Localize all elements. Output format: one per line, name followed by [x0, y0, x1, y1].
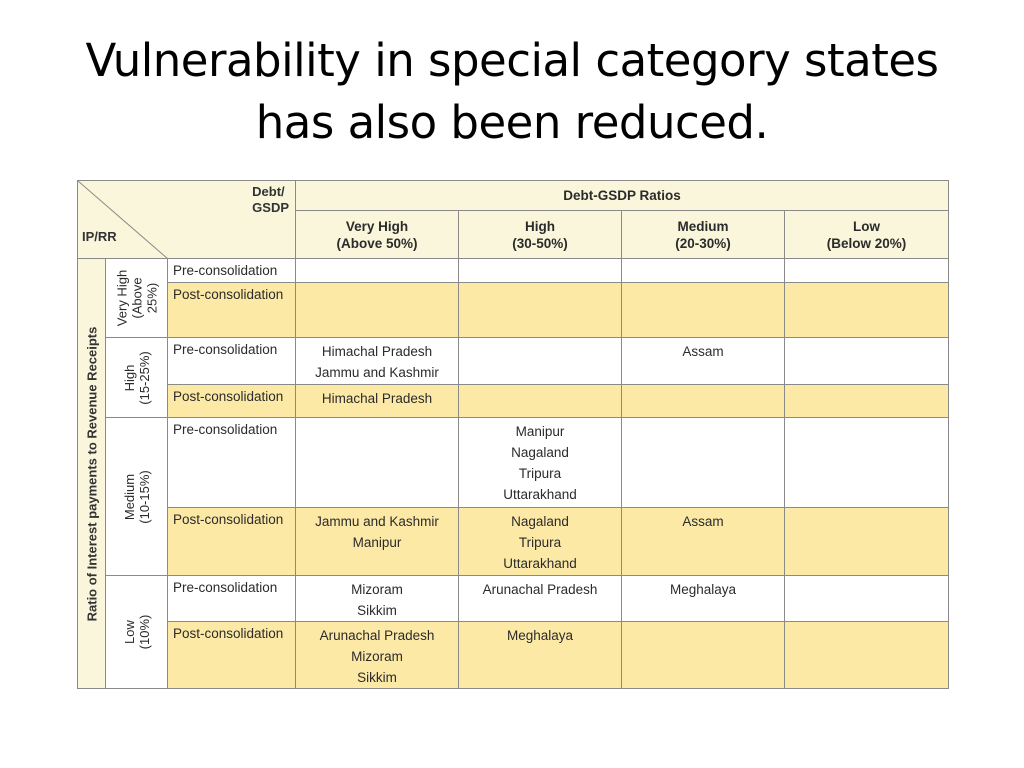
stage-label: Post-consolidation — [168, 385, 296, 418]
state-cell: Himachal Pradesh Jammu and Kashmir — [296, 338, 459, 385]
state-cell — [622, 418, 785, 508]
state-cell — [785, 418, 949, 508]
corner-iprr-label: IP/RR — [82, 229, 117, 244]
state-cell: Arunachal Pradesh — [459, 576, 622, 622]
stage-label: Pre-consolidation — [168, 418, 296, 508]
state-cell: Manipur Nagaland Tripura Uttarakhand — [459, 418, 622, 508]
state-cell: Meghalaya — [622, 576, 785, 622]
state-cell — [622, 385, 785, 418]
table-row — [78, 385, 949, 418]
table-row — [78, 338, 949, 385]
column-header: High (30-50%) — [459, 211, 622, 259]
column-header: Low (Below 20%) — [785, 211, 949, 259]
state-cell: Meghalaya — [459, 622, 622, 689]
state-cell — [459, 259, 622, 283]
row-group-label — [106, 338, 168, 418]
table-row — [78, 283, 949, 338]
stage-label: Post-consolidation — [168, 622, 296, 689]
row-group-label-text: High (15-25%) — [121, 350, 152, 405]
column-header: Medium (20-30%) — [622, 211, 785, 259]
corner-debt-label: Debt/ GSDP — [252, 184, 290, 215]
state-cell — [785, 338, 949, 385]
title-line: Vulnerability in special category states — [85, 34, 939, 87]
state-cell — [622, 283, 785, 338]
stage-label: Post-consolidation — [168, 283, 296, 338]
state-cell — [785, 622, 949, 689]
column-header: Very High (Above 50%) — [296, 211, 459, 259]
vulnerability-table — [77, 180, 949, 689]
table-row — [78, 418, 949, 508]
table-row — [78, 508, 949, 576]
state-cell: Assam — [622, 508, 785, 576]
table-row — [78, 576, 949, 622]
state-cell — [785, 283, 949, 338]
row-axis-label — [78, 259, 106, 689]
debt-gsdp-ratios-header: Debt-GSDP Ratios — [296, 181, 949, 211]
row-group-label — [106, 259, 168, 338]
state-cell: Mizoram Sikkim — [296, 576, 459, 622]
row-group-label-text: Medium (10-15%) — [121, 469, 152, 524]
state-cell — [785, 385, 949, 418]
state-cell: Himachal Pradesh — [296, 385, 459, 418]
stage-label: Post-consolidation — [168, 508, 296, 576]
state-cell — [296, 259, 459, 283]
state-cell: Arunachal Pradesh Mizoram Sikkim — [296, 622, 459, 689]
state-cell — [459, 338, 622, 385]
state-cell: Jammu and Kashmir Manipur — [296, 508, 459, 576]
stage-label: Pre-consolidation — [168, 259, 296, 283]
state-cell — [296, 283, 459, 338]
row-group-label — [106, 418, 168, 576]
table-row — [78, 259, 949, 283]
stage-label: Pre-consolidation — [168, 576, 296, 622]
stage-label: Pre-consolidation — [168, 338, 296, 385]
state-cell — [785, 508, 949, 576]
title-line: has also been reduced. — [255, 96, 769, 149]
corner-header — [78, 181, 296, 259]
state-cell: Nagaland Tripura Uttarakhand — [459, 508, 622, 576]
state-cell — [622, 622, 785, 689]
state-cell — [296, 418, 459, 508]
state-cell — [459, 385, 622, 418]
state-cell — [785, 576, 949, 622]
corner-diagonal — [78, 181, 168, 259]
row-group-label-text: Very High (Above 25%) — [114, 269, 159, 327]
row-group-label — [106, 576, 168, 689]
row-group-label-text: Low (10%) — [121, 614, 152, 650]
state-cell: Assam — [622, 338, 785, 385]
row-axis-label-text: Ratio of Interest payments to Revenue Receipts — [84, 326, 99, 621]
state-cell — [459, 283, 622, 338]
table-row — [78, 622, 949, 689]
state-cell — [622, 259, 785, 283]
state-cell — [785, 259, 949, 283]
slide-title — [0, 30, 1024, 154]
